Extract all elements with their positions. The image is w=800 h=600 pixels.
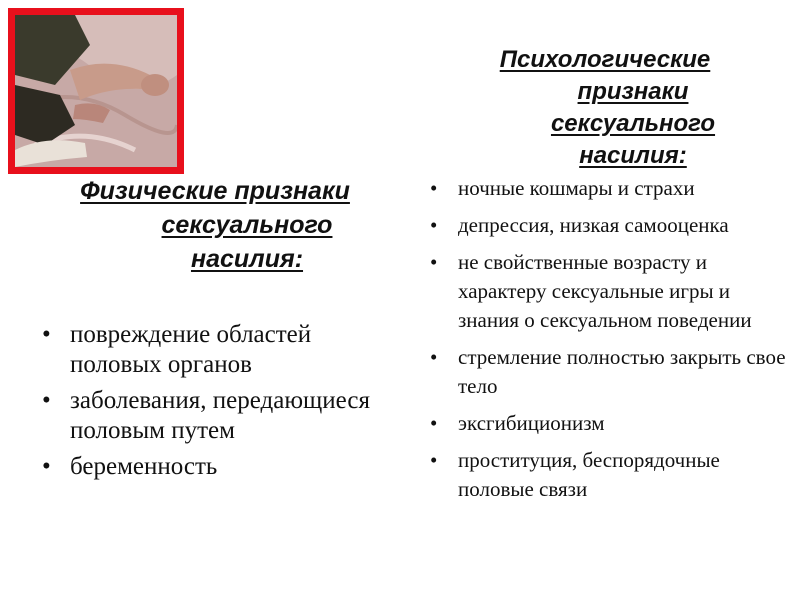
list-item: • не свойственные возрасту и характеру сексуальные игры и знания о сексуальном поведении	[458, 248, 788, 335]
physical-signs-heading	[30, 174, 400, 276]
physical-signs-list	[70, 320, 390, 488]
list-item: • повреждение областей половых органов	[70, 320, 390, 380]
psychological-heading-line-2: признаки	[577, 78, 689, 105]
list-item: • ночные кошмары и страхи	[458, 174, 788, 203]
physical-heading-line-2: сексуального	[161, 211, 333, 239]
psychological-signs-heading	[440, 44, 770, 172]
psychological-heading-line-1: Психологические	[499, 46, 711, 73]
psychological-heading-line-3: сексуального	[550, 110, 716, 137]
illustration-photo	[8, 8, 184, 174]
list-item: • депрессия, низкая самооценка	[458, 211, 788, 240]
list-item: • эксгибиционизм	[458, 409, 788, 438]
psychological-signs-list	[458, 174, 788, 512]
photo-icon	[15, 15, 177, 167]
physical-heading-line-1: Физические признаки	[80, 177, 350, 205]
list-item: • беременность	[70, 452, 390, 482]
list-item: • стремление полностью закрыть свое тело	[458, 343, 788, 401]
psychological-heading-line-4: насилия:	[579, 142, 687, 169]
physical-heading-line-3: насилия:	[190, 245, 304, 273]
list-item: • заболевания, передающиеся половым путем	[70, 386, 390, 446]
list-item: • проституция, беспорядочные половые связи	[458, 446, 788, 504]
